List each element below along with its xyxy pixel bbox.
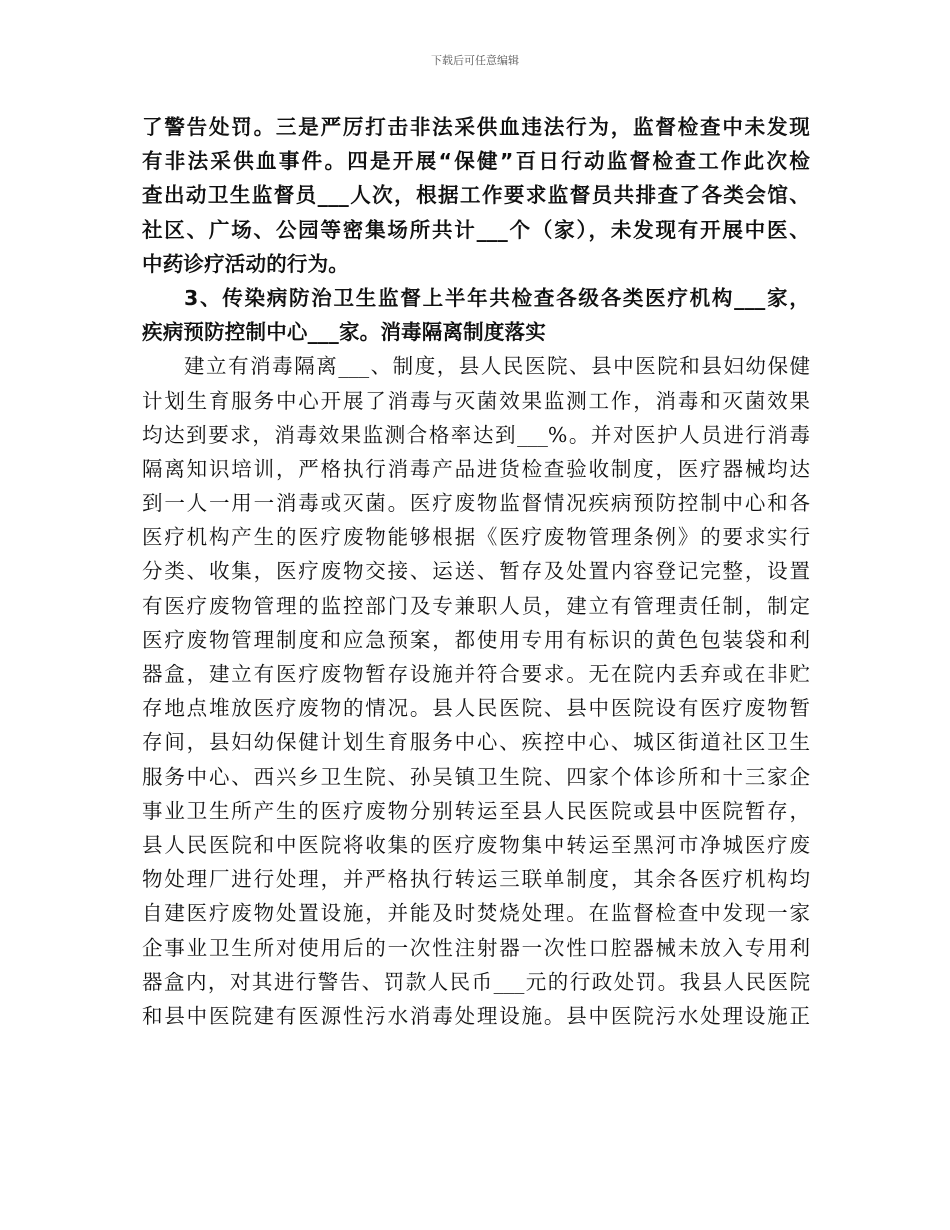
text-line: 存间，县妇幼保健计划生育服务中心、疾控中心、城区街道社区卫生 <box>142 730 810 755</box>
text-line: 医疗废物管理制度和应急预案，都使用专用有标识的黄色包装袋和利 <box>142 627 810 652</box>
text-line: 建立有消毒隔离___、制度，县人民医院、县中医院和县妇幼保健 <box>184 354 810 379</box>
text-line: 有非法采供血事件。四是开展“保健”百日行动监督检查工作此次检 <box>142 149 810 174</box>
text-line: 医疗机构产生的医疗废物能够根据《医疗废物管理条例》的要求实行 <box>142 525 810 550</box>
document-body <box>142 110 810 1033</box>
text-line: 县人民医院和中医院将收集的医疗废物集中转运至黑河市净城医疗废 <box>142 832 810 857</box>
paragraph-2 <box>142 281 810 349</box>
text-line: 到一人一用一消毒或灭菌。医疗废物监督情况疾病预防控制中心和各 <box>142 491 810 516</box>
text-line: 和县中医院建有医源性污水消毒处理设施。县中医院污水处理设施正 <box>142 1003 810 1028</box>
text-line: 分类、收集，医疗废物交接、运送、暂存及处置内容登记完整，设置 <box>142 559 810 584</box>
text-line: 器盒内，对其进行警告、罚款人民币___元的行政处罚。我县人民医院 <box>142 969 810 994</box>
text-line: 均达到要求，消毒效果监测合格率达到___%。并对医护人员进行消毒 <box>142 422 810 447</box>
text-line: 企事业卫生所对使用后的一次性注射器一次性口腔器械未放入专用利 <box>142 935 810 960</box>
text-line: 疾病预防控制中心___家。消毒隔离制度落实 <box>142 320 546 345</box>
text-line: 查出动卫生监督员___人次，根据工作要求监督员共排查了各类会馆、 <box>142 183 810 208</box>
text-line: 器盒，建立有医疗废物暂存设施并符合要求。无在院内丢弃或在非贮 <box>142 662 810 686</box>
paragraph-3 <box>142 349 810 1033</box>
text-line: 计划生育服务中心开展了消毒与灭菌效果监测工作，消毒和灭菌效果 <box>142 388 810 413</box>
text-line: 有医疗废物管理的监控部门及专兼职人员，建立有管理责任制，制定 <box>142 593 810 618</box>
paragraph-1 <box>142 110 810 281</box>
text-line: 物处理厂进行处理，并严格执行转运三联单制度，其余各医疗机构均 <box>142 867 810 892</box>
text-line: 了警告处罚。三是严厉打击非法采供血违法行为，监督检查中未发现 <box>142 115 810 139</box>
text-line: 中药诊疗活动的行为。 <box>142 251 349 276</box>
page-header: 下载后可任意编辑 <box>431 54 519 67</box>
text-line: 自建医疗废物处置设施，并能及时焚烧处理。在监督检查中发现一家 <box>142 901 810 926</box>
text-line: 隔离知识培训，严格执行消毒产品进货检查验收制度，医疗器械均达 <box>142 456 810 481</box>
text-line: 服务中心、西兴乡卫生院、孙吴镇卫生院、四家个体诊所和十三家企 <box>142 764 810 789</box>
text-line: 存地点堆放医疗废物的情况。县人民医院、县中医院设有医疗废物暂 <box>142 696 810 721</box>
text-line: 社区、广场、公园等密集场所共计___个（家），未发现有开展中医、 <box>142 217 810 242</box>
text-line: 事业卫生所产生的医疗废物分别转运至县人民医院或县中医院暂存， <box>142 798 810 823</box>
text-line: 3、传染病防治卫生监督上半年共检查各级各类医疗机构___家， <box>184 285 810 310</box>
